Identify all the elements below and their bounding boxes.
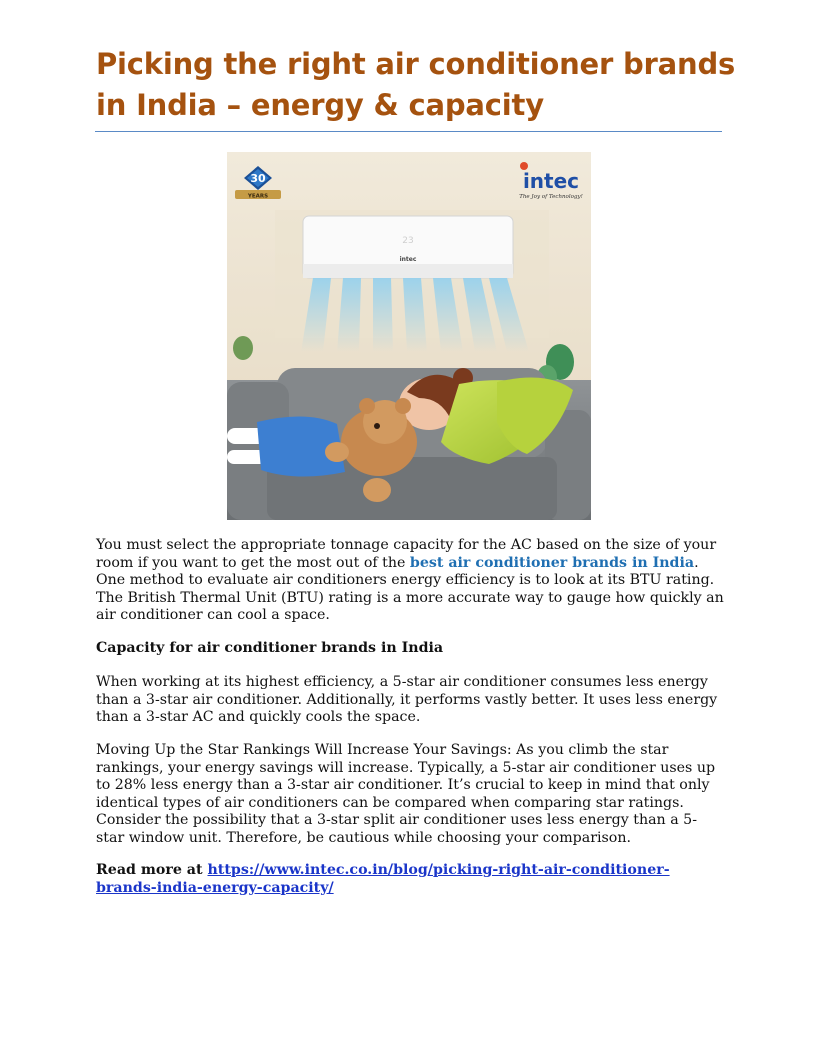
badge-caption: YEARS — [247, 193, 269, 200]
ac-unit-label: intec — [399, 256, 417, 263]
section-heading: Capacity for air conditioner brands in India — [96, 640, 444, 656]
paragraph-capacity: When working at its highest efficiency, a 5-star air conditioner consumes less energy than a 3-star air conditioner. Additionally, it performs vastly better. It uses less energy than a 3-star AC and quickly cools the space. — [96, 674, 718, 726]
badge-number: 30 — [250, 172, 266, 185]
page-title: Picking the right air conditioner brands in India – energy & capacity — [96, 47, 736, 122]
ac-display: 23 — [402, 236, 414, 246]
best-brands-link[interactable]: best air conditioner brands in India — [409, 554, 695, 571]
paragraph-star-rankings: Moving Up the Star Rankings Will Increase Your Savings: As you climb the star rankings, your energy savings will increase. Typically, a 5-star air conditioner uses up to 28% less energy than a 3-star air conditioner. It’s crucial to keep in mind that only identical types of air conditioners can be compared when comparing star ratings. Consider the possibility that a 3-star split air conditioner uses less energy than a 5-star window unit. Therefore, be cautious while choosing your comparison. — [96, 742, 716, 846]
brand-tagline: The Joy of Technology! — [519, 194, 583, 200]
read-more-link[interactable]: https://www.intec.co.in/blog/picking-right-air-conditioner-brands-india-energy-capacity/ — [96, 862, 670, 896]
brand-logo-text: intec — [522, 169, 580, 193]
intro-text-before: You must select the appropriate tonnage capacity for the AC based on the size of your room if you want to get the most out of the — [96, 537, 717, 571]
air-conditioner-unit — [303, 216, 513, 278]
read-more — [96, 862, 724, 897]
title-divider — [95, 131, 722, 132]
hero-image — [227, 152, 591, 520]
paragraph-intro — [96, 537, 724, 625]
read-more-label: Read more at — [96, 862, 208, 878]
intro-text-after: . One method to evaluate air conditioners energy efficiency is to look at its BTU rating. The British Thermal Unit (BTU) rating is a more accurate way to gauge how quickly an air conditioner can cool a space. — [96, 554, 724, 624]
